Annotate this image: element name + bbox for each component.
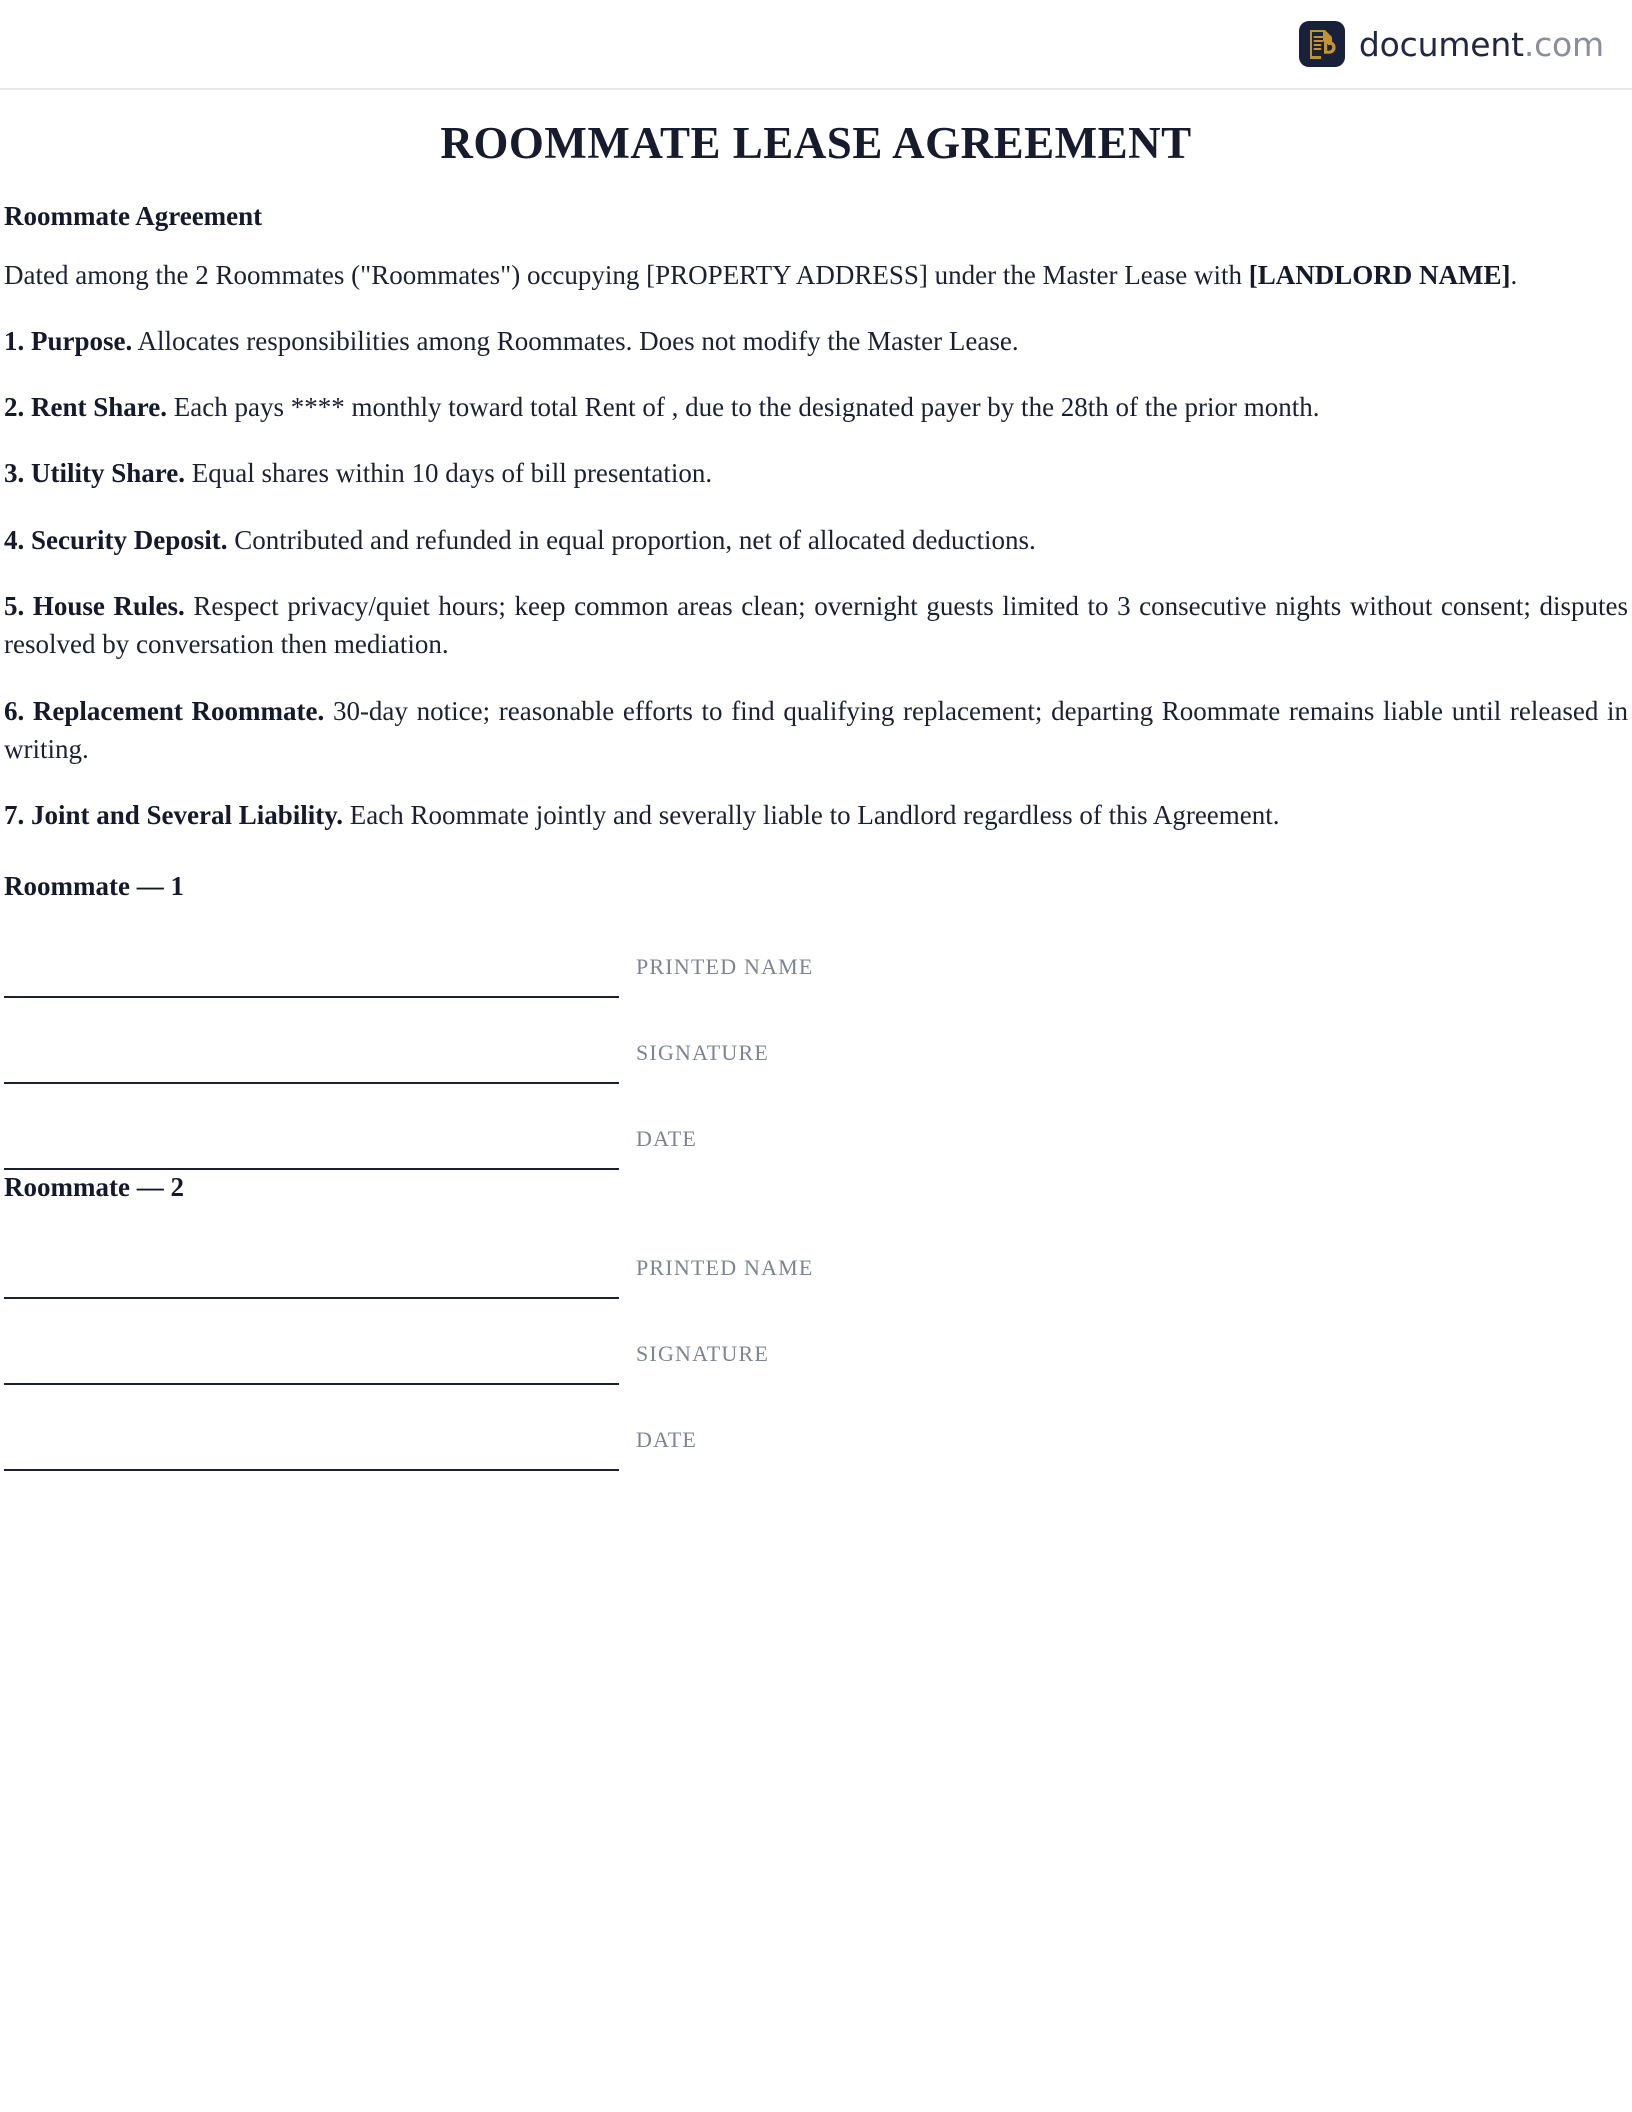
signature-heading-roommate-2: Roommate — 2 xyxy=(4,1171,184,1202)
field-date-roommate-1[interactable] xyxy=(4,1084,1628,1170)
clause-joint-several-liability-lead: 7. Joint and Several Liability. xyxy=(4,800,344,831)
clause-purpose-lead: 1. Purpose. xyxy=(4,325,133,356)
brand-logo[interactable] xyxy=(1299,21,1604,67)
clause-replacement-roommate-lead: 6. Replacement Roommate. xyxy=(4,695,325,726)
field-label-signature: SIGNATURE xyxy=(636,1039,770,1065)
intro-text-part2: . xyxy=(1510,259,1518,290)
clause-joint-several-liability-text: Each Roommate jointly and severally liable to Landlord regardless of this Agreement. xyxy=(343,800,1280,831)
clause-security-deposit-text: Contributed and refunded in equal proportion, net of allocated deductions. xyxy=(227,524,1036,555)
document-body xyxy=(0,200,1632,1471)
intro-text-part1: Dated among the 2 Roommates ("Roommates") occupying [PROPERTY ADDRESS] under the Master Lease with xyxy=(4,259,1249,290)
signature-line[interactable] xyxy=(4,1469,619,1471)
field-signature-roommate-1[interactable] xyxy=(4,998,1628,1084)
field-printed-name-roommate-1[interactable] xyxy=(4,912,1628,998)
field-label-printed-name: PRINTED NAME xyxy=(636,953,814,979)
clause-joint-several-liability xyxy=(4,796,1628,834)
document-header xyxy=(0,0,1632,90)
clause-rent-share xyxy=(4,388,1628,426)
signature-block-roommate-2 xyxy=(4,1170,1628,1471)
intro-landlord-name: [LANDLORD NAME] xyxy=(1248,259,1511,290)
clause-house-rules-text: Respect privacy/quiet hours; keep common areas clean; overnight guests limited to 3 consecutive nights without consent; disputes resolved by conversation then mediation. xyxy=(4,591,1628,660)
clause-rent-share-text: Each pays **** monthly toward total Rent of , due to the designated payer by the 28th of the prior month. xyxy=(167,392,1320,423)
signature-line[interactable] xyxy=(4,1168,619,1170)
clause-utility-share-lead: 3. Utility Share. xyxy=(4,458,185,489)
clause-security-deposit-lead: 4. Security Deposit. xyxy=(4,524,228,555)
clause-replacement-roommate xyxy=(4,692,1628,769)
brand-name xyxy=(1358,24,1604,64)
field-label-printed-name: PRINTED NAME xyxy=(636,1254,814,1280)
clause-utility-share xyxy=(4,454,1628,492)
document-logo-icon xyxy=(1299,21,1345,67)
field-signature-roommate-2[interactable] xyxy=(4,1299,1628,1385)
clause-purpose-text: Allocates responsibilities among Roommates. Does not modify the Master Lease. xyxy=(132,325,1019,356)
field-label-date: DATE xyxy=(636,1426,698,1452)
clause-house-rules xyxy=(4,587,1628,664)
section-heading-roommate-agreement: Roommate Agreement xyxy=(4,200,263,231)
brand-name-tld: .com xyxy=(1523,24,1604,64)
signature-block-roommate-1 xyxy=(4,869,1628,1170)
intro-paragraph xyxy=(4,256,1628,294)
page-title: ROOMMATE LEASE AGREEMENT xyxy=(440,118,1192,168)
field-date-roommate-2[interactable] xyxy=(4,1385,1628,1471)
brand-name-main: document xyxy=(1358,24,1524,64)
field-label-date: DATE xyxy=(636,1125,698,1151)
field-printed-name-roommate-2[interactable] xyxy=(4,1213,1628,1299)
clause-rent-share-lead: 2. Rent Share. xyxy=(4,392,168,423)
clause-replacement-roommate-text: 30-day notice; reasonable efforts to find qualifying replacement; departing Roommate remains liable until released in writing. xyxy=(4,695,1629,765)
clause-house-rules-lead: 5. House Rules. xyxy=(4,591,185,622)
field-label-signature: SIGNATURE xyxy=(636,1340,770,1366)
clause-security-deposit xyxy=(4,521,1628,559)
signature-heading-roommate-1: Roommate — 1 xyxy=(4,870,184,901)
clause-purpose xyxy=(4,322,1628,360)
clause-utility-share-text: Equal shares within 10 days of bill presentation. xyxy=(185,458,713,489)
